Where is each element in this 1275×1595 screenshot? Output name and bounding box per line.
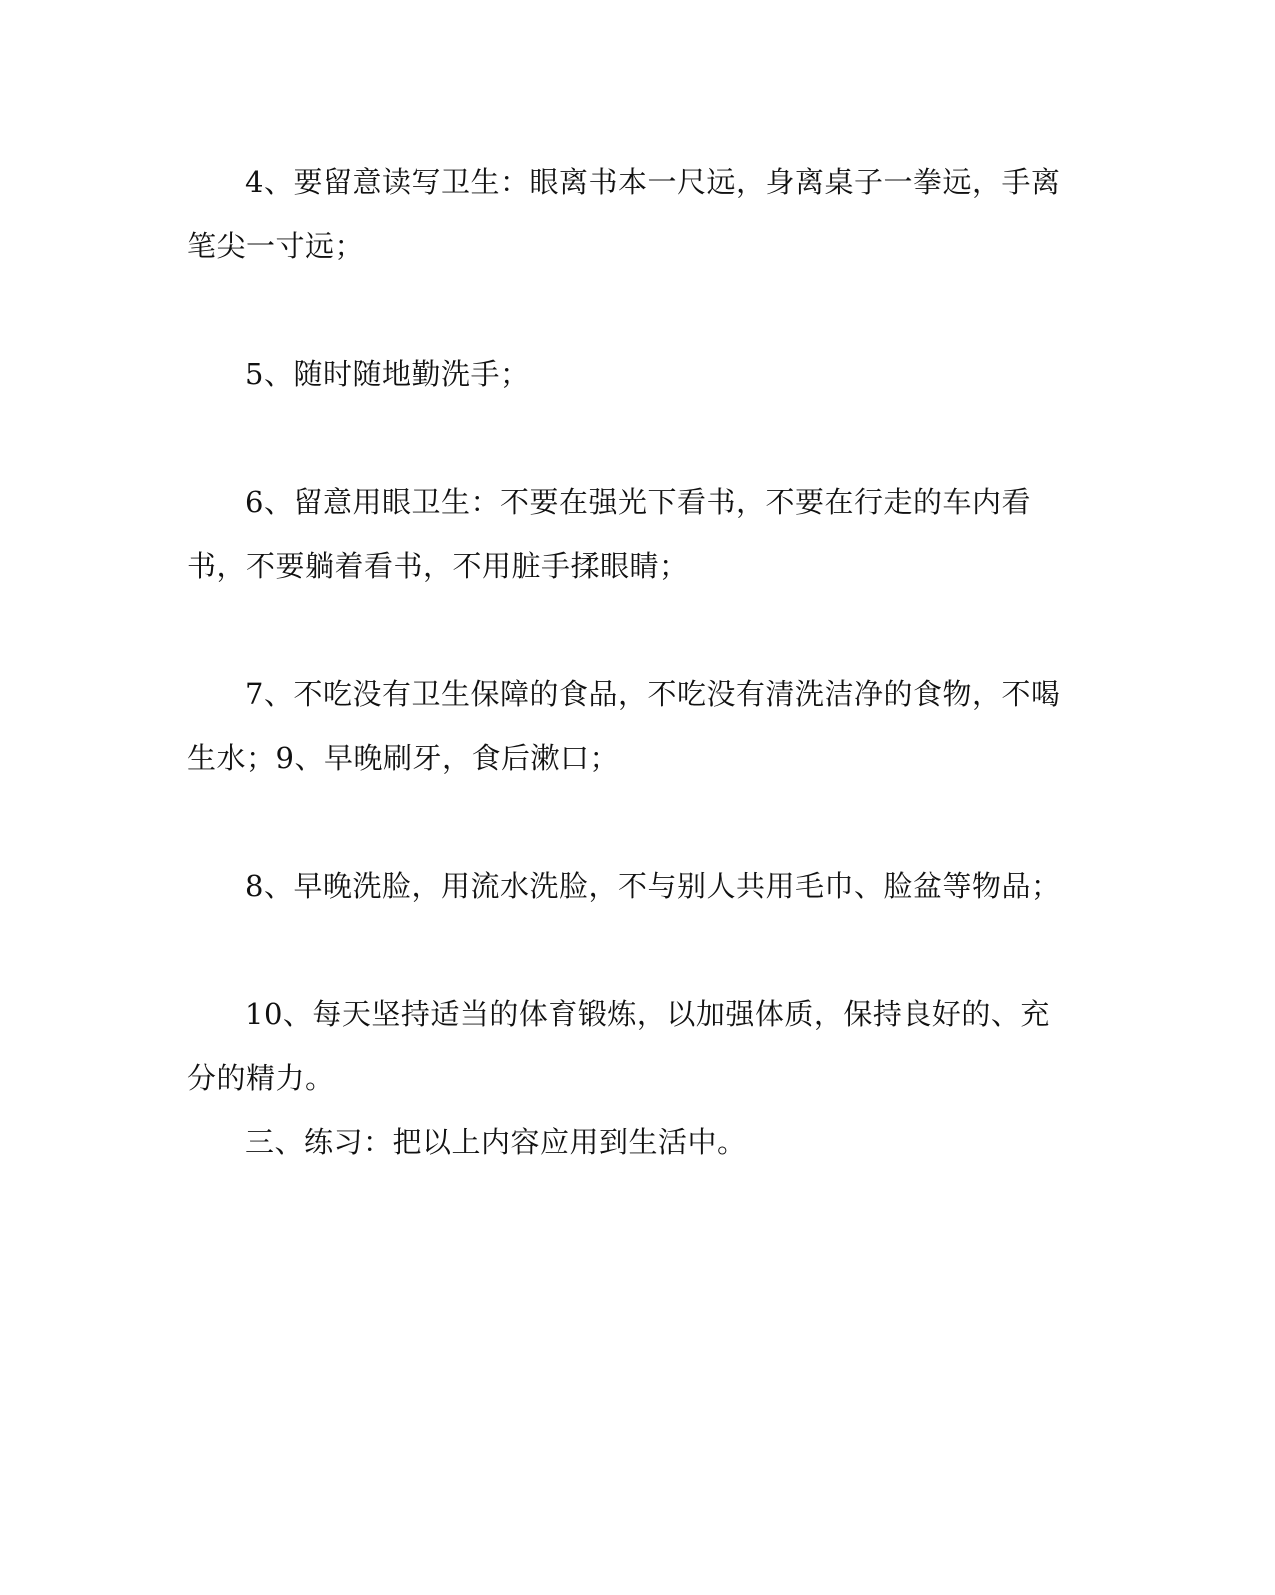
section-exercise: 三、练习：把以上内容应用到生活中。: [245, 1125, 747, 1159]
paragraph-item-8: 8、早晚洗脸，用流水洗脸，不与别人共用毛巾、脸盆等物品；: [245, 869, 1061, 903]
paragraph-item-5: 5、随时随地勤洗手；: [245, 357, 530, 391]
paragraph-item-4: 4、要留意读写卫生：眼离书本一尺远，身离桌子一拳远，手离笔尖一寸远；: [187, 165, 1061, 263]
paragraph-item-7: 7、不吃没有卫生保障的食品，不吃没有清洗洁净的食物，不喝生水；9、早晚刷牙，食后漱口；: [187, 677, 1061, 775]
paragraph-item-10: 10、每天坚持适当的体育锻炼，以加强体质，保持良好的、充分的精力。: [187, 997, 1050, 1095]
paragraph-item-6: 6、留意用眼卫生：不要在强光下看书，不要在行走的车内看书，不要躺着看书，不用脏手揉眼睛；: [187, 485, 1031, 583]
